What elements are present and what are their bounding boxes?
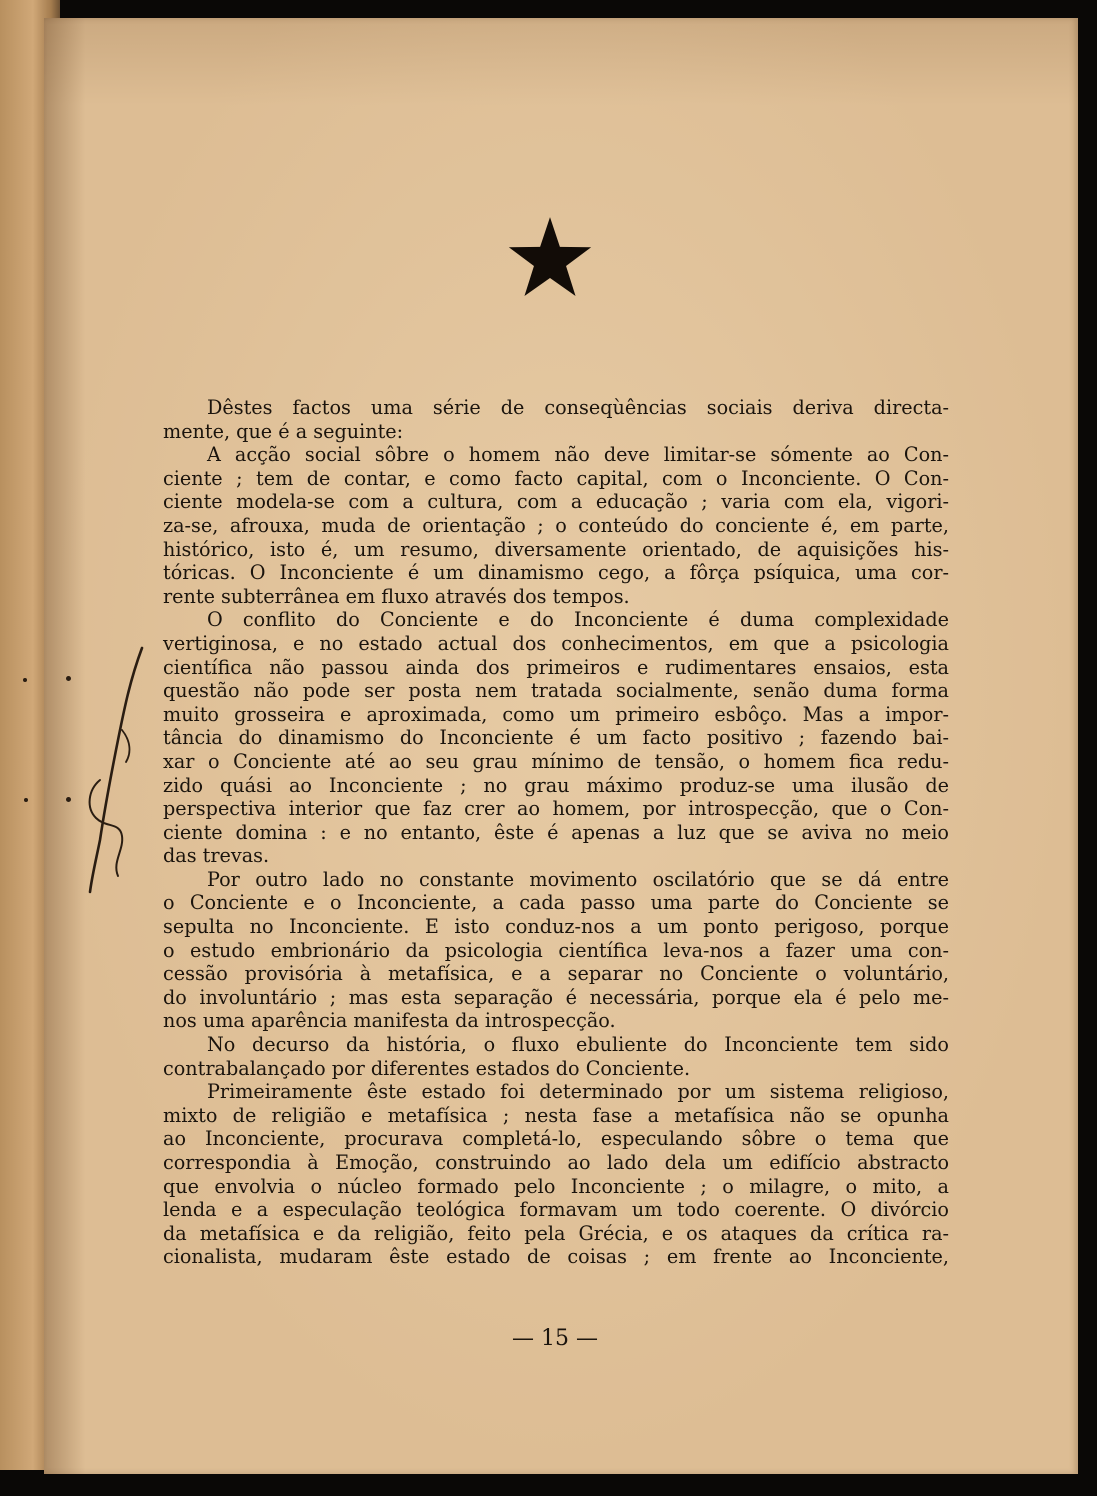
text-line: cionalista, mudaram êste estado de coisas ; em frente ao Inconciente,: [163, 1245, 949, 1269]
paragraph-3: [163, 608, 949, 868]
text-line: histórico, isto é, um resumo, diversamente orientado, de aquisições his-: [163, 537, 949, 561]
text-line: da metafísica e da religião, feito pela Grécia, e os ataques da crítica ra-: [163, 1221, 949, 1245]
text-line: científica não passou ainda dos primeiros e rudimentares ensaios, esta: [163, 655, 949, 679]
text-line: o estudo embrionário da psicologia científica leva-nos a fazer uma con-: [163, 938, 949, 962]
paragraph-2: [163, 443, 949, 608]
text-line: o Conciente e o Inconciente, a cada passo uma parte do Conciente se: [163, 891, 949, 915]
text-line: ciente modela-se com a cultura, com a educação ; varia com ela, vigori-: [163, 490, 949, 514]
text-line: rente subterrânea em fluxo através dos tempos.: [163, 584, 630, 608]
paragraph-1: [163, 396, 949, 443]
text-line: contrabalançado por diferentes estados do Conciente.: [163, 1056, 691, 1080]
text-line: cessão provisória à metafísica, e a separar no Conciente o voluntário,: [163, 962, 949, 986]
paragraph-6: [163, 1080, 949, 1269]
text-line: ciente domina : e no entanto, êste é apenas a luz que se aviva no meio: [163, 820, 949, 844]
ink-speck: [66, 797, 71, 802]
handwritten-margin-mark-icon: [60, 640, 150, 900]
text-line: questão não pode ser posta nem tratada socialmente, senão duma forma: [163, 679, 949, 703]
text-line: mente, que é a seguinte:: [163, 419, 404, 443]
page-number: — 15 —: [512, 1326, 598, 1351]
text-line: ciente ; tem de contar, e como facto capital, com o Inconciente. O Con-: [163, 466, 949, 490]
text-line: tóricas. O Inconciente é um dinamismo cego, a fôrça psíquica, uma cor-: [163, 561, 949, 585]
text-line: xar o Conciente até ao seu grau mínimo de tensão, o homem fica redu-: [163, 749, 949, 773]
text-line: do involuntário ; mas esta separação é necessária, porque ela é pelo me-: [163, 985, 949, 1009]
text-line: mixto de religião e metafísica ; nesta fase a metafísica não se opunha: [163, 1103, 949, 1127]
text-line: No decurso da história, o fluxo ebuliente do Inconciente tem sido: [207, 1033, 949, 1057]
text-line: tância do dinamismo do Inconciente é um facto positivo ; fazendo bai-: [163, 726, 949, 750]
text-line: A acção social sôbre o homem não deve limitar-se sómente ao Con-: [207, 443, 949, 467]
text-line: zido quási ao Inconciente ; no grau máximo produz-se uma ilusão de: [163, 773, 949, 797]
text-line: O conflito do Conciente e do Inconciente é duma complexidade: [207, 608, 949, 632]
text-line: correspondia à Emoção, construindo ao lado dela um edifício abstracto: [163, 1151, 949, 1174]
ink-speck: [23, 678, 27, 682]
text-line: Primeiramente êste estado foi determinado por um sistema religioso,: [207, 1080, 949, 1104]
text-line: Dêstes factos uma série de conseqùências sociais deriva directa-: [207, 396, 949, 419]
text-line: das trevas.: [163, 844, 270, 868]
text-line: perspectiva interior que faz crer ao homem, por introspecção, que o Con-: [163, 797, 949, 821]
text-line: za-se, afrouxa, muda de orientação ; o conteúdo do conciente é, em parte,: [163, 513, 949, 537]
text-line: ao Inconciente, procurava completá-lo, especulando sôbre o tema que: [163, 1127, 949, 1151]
text-line: que envolvia o núcleo formado pelo Inconciente ; o milagre, o mito, a: [163, 1174, 949, 1198]
ink-speck: [24, 798, 28, 802]
paragraph-5: [163, 1033, 949, 1080]
text-line: Por outro lado no constante movimento oscilatório que se dá entre: [207, 867, 949, 891]
paragraph-4: [163, 868, 949, 1033]
text-line: lenda e a especulação teológica formavam um todo coerente. O divórcio: [163, 1198, 949, 1222]
ink-speck: [66, 676, 71, 681]
text-line: sepulta no Inconciente. E isto conduz-nos a um ponto perigoso, porque: [163, 915, 949, 939]
text-line: muito grosseira e aproximada, como um primeiro esbôço. Mas a impor-: [163, 702, 949, 726]
text-line: vertiginosa, e no estado actual dos conhecimentos, em que a psicologia: [163, 631, 949, 655]
body-text: [163, 396, 949, 1269]
star-ornament-icon: [508, 217, 592, 297]
text-line: nos uma aparência manifesta da introspecção.: [163, 1009, 616, 1033]
